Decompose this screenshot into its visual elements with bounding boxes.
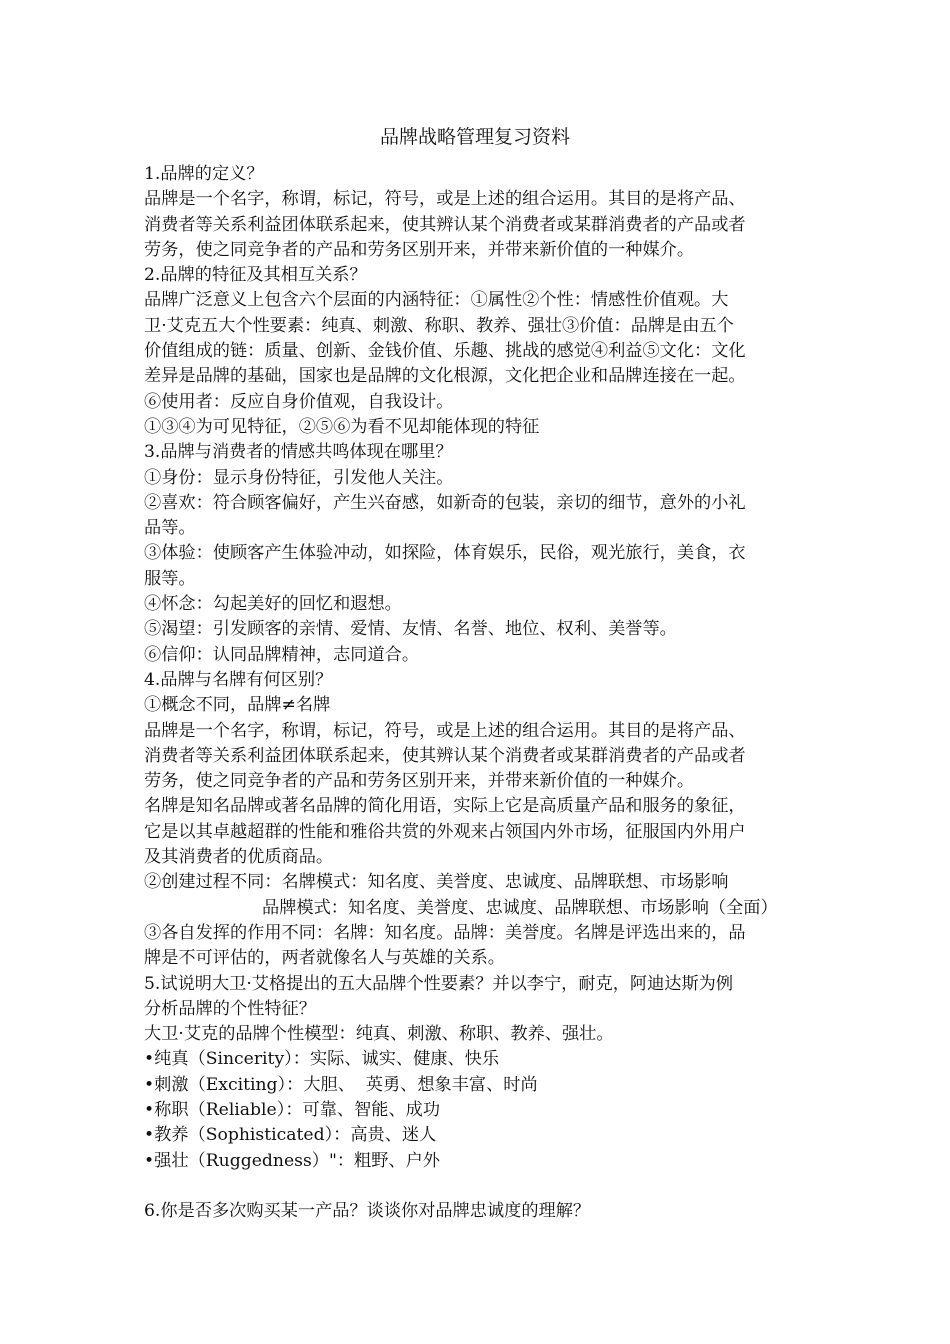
- bullet-item: •称职（Reliable）：可靠、智能、成功: [144, 1099, 441, 1120]
- text-line: 消费者等关系利益团体联系起来，使其辨认某个消费者或某群消费者的产品或者: [144, 214, 746, 235]
- text-line: ①概念不同，品牌≠名牌: [144, 695, 331, 716]
- text-line: 价值组成的链：质量、创新、金钱价值、乐趣、挑战的感觉④利益⑤文化：文化: [144, 341, 746, 362]
- text-line: ⑤渴望：引发顾客的亲情、爱情、友情、名誉、地位、权利、美誉等。: [144, 619, 677, 640]
- text-line: 及其消费者的优质商品。: [144, 847, 334, 868]
- text-line: 牌是不可评估的，两者就像名人与英雄的关系。: [144, 948, 505, 969]
- text-line: 消费者等关系利益团体联系起来，使其辨认某个消费者或某群消费者的产品或者: [144, 745, 746, 766]
- text-line: ②创建过程不同：名牌模式：知名度、美誉度、忠诚度、品牌联想、市场影响: [144, 872, 729, 893]
- text-line: 品牌是一个名字，称谓，标记，符号，或是上述的组合运用。其目的是将产品、: [144, 189, 746, 210]
- question-4-heading: 4.品牌与名牌有何区别？: [144, 669, 333, 690]
- text-line: ③体验：使顾客产生体验冲动，如探险，体育娱乐，民俗，观光旅行，美食，衣: [144, 543, 746, 564]
- question-6-heading: 6.你是否多次购买某一产品？谈谈你对品牌忠诚度的理解？: [144, 1200, 591, 1221]
- text-line: 分析品牌的个性特征？: [144, 998, 316, 1019]
- blank-line: [144, 1174, 807, 1199]
- text-line: ①③④为可见特征，②⑤⑥为看不见却能体现的特征: [144, 416, 540, 437]
- question-5-heading: 5.试说明大卫·艾格提出的五大品牌个性要素？并以李宁，耐克，阿迪达斯为例: [144, 973, 734, 994]
- text-line: 大卫·艾克的品牌个性模型：纯真、刺激、称职、教养、强壮。: [144, 1024, 614, 1045]
- text-line: 品牌广泛意义上包含六个层面的内涵特征：①属性②个性：情感性价值观。大: [144, 290, 729, 311]
- text-line-indented: 品牌模式：知名度、美誉度、忠诚度、品牌联想、市场影响（全面）: [262, 897, 778, 918]
- question-1-heading: 1.品牌的定义？: [144, 164, 264, 184]
- question-3-heading: 3.品牌与消费者的情感共鸣体现在哪里？: [144, 442, 453, 463]
- text-line: 它是以其卓越超群的性能和雅俗共赏的外观来占领国内外市场，征服国内外用户: [144, 821, 746, 842]
- text-line: 品牌是一个名字，称谓，标记，符号，或是上述的组合运用。其目的是将产品、: [144, 720, 746, 741]
- bullet-item: •纯真（Sincerity）：实际、诚实、健康、快乐: [144, 1049, 500, 1070]
- text-line: 劳务，使之同竞争者的产品和劳务区别开来，并带来新价值的一种媒介。: [144, 239, 695, 260]
- bullet-item: •教养（Sophisticated）：高贵、迷人: [144, 1125, 437, 1146]
- page-title: 品牌战略管理复习资料: [379, 126, 570, 148]
- text-line: 服等。: [144, 568, 196, 589]
- question-2-heading: 2.品牌的特征及其相互关系？: [144, 265, 367, 286]
- text-line: ④怀念：勾起美好的回忆和遐想。: [144, 594, 402, 615]
- text-line: 品等。: [144, 518, 196, 539]
- text-line: 劳务，使之同竞争者的产品和劳务区别开来，并带来新价值的一种媒介。: [144, 771, 695, 792]
- text-line: 差异是品牌的基础，国家也是品牌的文化根源，文化把企业和品牌连接在一起。: [144, 366, 746, 387]
- bullet-item: •刺激（Exciting）：大胆、 英勇、想象丰富、时尚: [144, 1074, 538, 1095]
- bullet-item: •强壮（Ruggedness）"：粗野、户外: [144, 1150, 440, 1171]
- document-body: [144, 162, 807, 1224]
- text-line: 名牌是知名品牌或著名品牌的简化用语，实际上它是高质量产品和服务的象征，: [144, 796, 746, 817]
- text-line: ②喜欢：符合顾客偏好，产生兴奋感，如新奇的包装，亲切的细节，意外的小礼: [144, 492, 746, 513]
- text-line: ①身份：显示身份特征，引发他人关注。: [144, 467, 454, 488]
- text-line: ③各自发挥的作用不同：名牌：知名度。品牌：美誉度。名牌是评选出来的，品: [144, 922, 746, 943]
- text-line: ⑥使用者：反应自身价值观，自我设计。: [144, 391, 454, 412]
- text-line: ⑥信仰：认同品牌精神，志同道合。: [144, 644, 420, 665]
- text-line: 卫·艾克五大个性要素：纯真、刺激、称职、教养、强壮③价值：品牌是由五个: [144, 315, 734, 336]
